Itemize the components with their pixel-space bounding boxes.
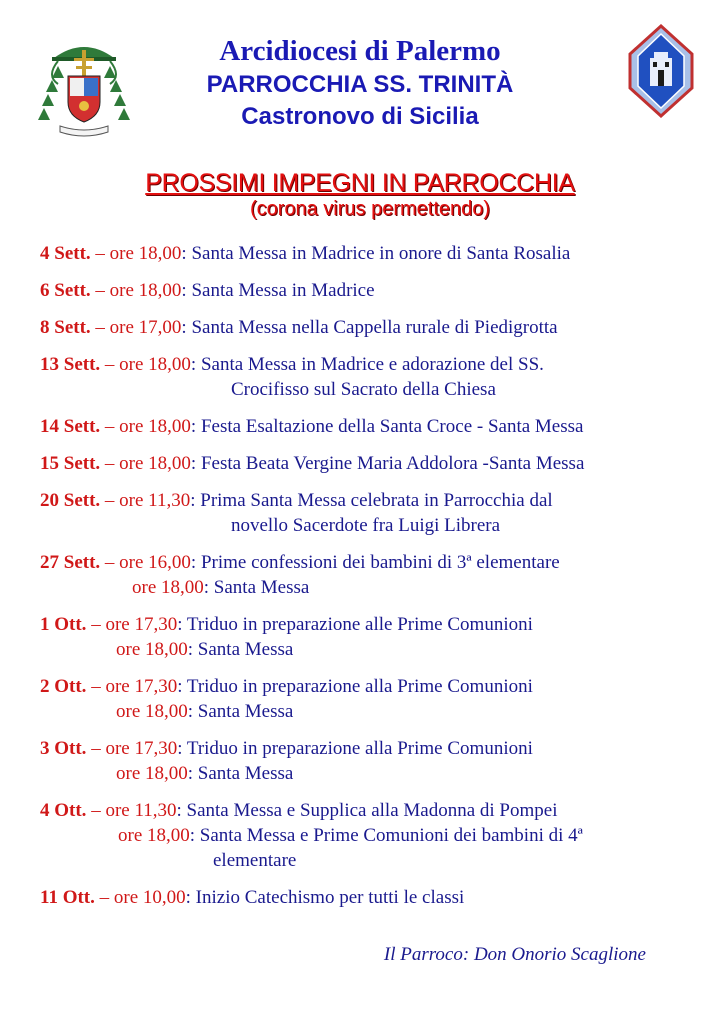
event-date: 3 Ott.: [40, 738, 87, 759]
pastor-signature: Il Parroco: Don Onorio Scaglione: [383, 944, 646, 965]
event-description: : Santa Messa in Madrice in onore di Santa Rosalia: [181, 243, 571, 264]
event-date: 15 Sett.: [40, 453, 101, 474]
events-list: [40, 241, 710, 922]
event-date: 27 Sett.: [40, 552, 101, 573]
archdiocese-name: Arcidiocesi di Palermo: [219, 35, 501, 67]
event-time-second: ore 18,00: [132, 577, 204, 598]
event-description: : Santa Messa e Supplica alla Madonna di Pompei: [176, 800, 558, 821]
event-time: – ore 18,00: [100, 354, 191, 375]
event-description-continued: elementare: [213, 850, 297, 871]
event-description: : Festa Beata Vergine Maria Addolora -Santa Messa: [190, 453, 585, 474]
page-title: PROSSIMI IMPEGNI IN PARROCCHIA: [145, 169, 575, 197]
parish-name: PARROCCHIA SS. TRINITÀ: [206, 71, 514, 98]
event-time: – ore 16,00: [100, 552, 191, 573]
event-item: [40, 315, 710, 340]
event-item: [40, 736, 710, 786]
event-time-second: ore 18,00: [118, 825, 190, 846]
event-time: – ore 10,00: [94, 887, 186, 908]
event-date: 11 Ott.: [40, 887, 95, 908]
event-description: : Santa Messa in Madrice e adorazione del SS.: [190, 354, 544, 375]
header: [0, 34, 720, 132]
event-description-continued: novello Sacerdote fra Luigi Librera: [231, 515, 501, 536]
event-time: – ore 11,30: [86, 800, 177, 821]
event-item: [40, 550, 710, 600]
event-description: : Triduo in preparazione alla Prime Comunioni: [177, 738, 533, 759]
event-item: [40, 488, 710, 538]
event-time-second: ore 18,00: [116, 639, 188, 660]
event-description-second: : Santa Messa: [187, 763, 294, 784]
event-date: 2 Ott.: [40, 676, 87, 697]
event-time-second: ore 18,00: [116, 701, 188, 722]
event-date: 8 Sett.: [40, 317, 91, 338]
event-date: 13 Sett.: [40, 354, 101, 375]
event-description: : Inizio Catechismo per tutti le classi: [185, 887, 465, 908]
event-description-second: : Santa Messa: [203, 577, 310, 598]
event-date: 4 Sett.: [40, 243, 91, 264]
event-time-second: ore 18,00: [116, 763, 188, 784]
page-subtitle: (corona virus permettendo): [249, 198, 491, 220]
event-item: [40, 241, 710, 266]
event-description: : Triduo in preparazione alle Prime Comunioni: [177, 614, 533, 635]
event-date: 20 Sett.: [40, 490, 101, 511]
event-time: – ore 18,00: [100, 453, 191, 474]
event-date: 14 Sett.: [40, 416, 101, 437]
event-date: 4 Ott.: [40, 800, 87, 821]
event-description-continued: Crocifisso sul Sacrato della Chiesa: [231, 379, 496, 400]
event-date: 6 Sett.: [40, 280, 91, 301]
event-description: : Santa Messa nella Cappella rurale di Piedigrotta: [181, 317, 558, 338]
event-time: – ore 11,30: [100, 490, 191, 511]
event-description-second: : Santa Messa: [187, 701, 294, 722]
event-time: – ore 18,00: [100, 416, 191, 437]
event-time: – ore 17,30: [86, 738, 178, 759]
title-block: [0, 168, 720, 220]
event-item: [40, 798, 710, 873]
event-item: [40, 674, 710, 724]
event-time: – ore 17,30: [86, 614, 178, 635]
event-time: – ore 17,30: [86, 676, 178, 697]
event-time: – ore 18,00: [90, 243, 182, 264]
event-item: [40, 885, 710, 910]
event-description: : Festa Esaltazione della Santa Croce - Santa Messa: [190, 416, 584, 437]
town-name: Castronovo di Sicilia: [241, 103, 479, 130]
event-item: [40, 414, 710, 439]
event-item: [40, 352, 710, 402]
event-item: [40, 278, 710, 303]
event-item: [40, 612, 710, 662]
event-description: : Santa Messa in Madrice: [181, 280, 375, 301]
event-time: – ore 17,00: [90, 317, 182, 338]
event-description: : Prime confessioni dei bambini di 3ª elementare: [190, 552, 560, 573]
event-date: 1 Ott.: [40, 614, 87, 635]
event-item: [40, 451, 710, 476]
event-description-second: : Santa Messa e Prime Comunioni dei bambini di 4ª: [189, 825, 583, 846]
event-description-second: : Santa Messa: [187, 639, 294, 660]
event-description: : Prima Santa Messa celebrata in Parrocchia dal: [190, 490, 553, 511]
event-time: – ore 18,00: [90, 280, 182, 301]
event-description: : Triduo in preparazione alla Prime Comunioni: [177, 676, 533, 697]
